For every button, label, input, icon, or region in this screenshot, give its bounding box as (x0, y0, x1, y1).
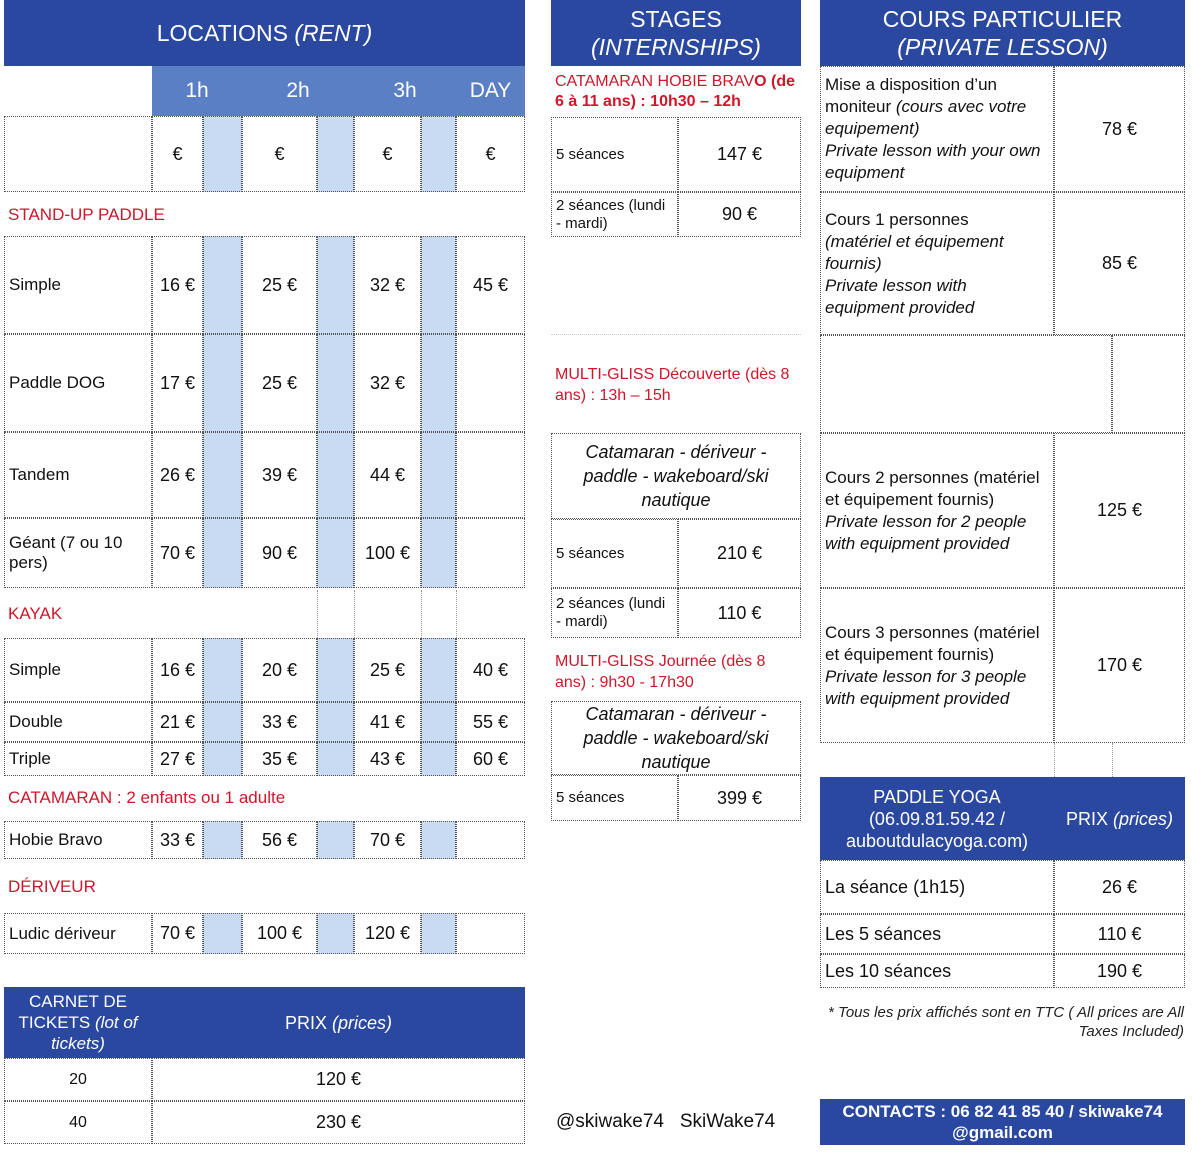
rent-price: 21 € (152, 702, 203, 742)
rent-row-label: Ludic dériveur (4, 913, 152, 954)
spacer (421, 116, 456, 192)
rent-price: 44 € (354, 432, 421, 518)
private-row-3-desc (820, 433, 1054, 588)
tickets-header (4, 987, 152, 1058)
spacer (421, 518, 456, 588)
spacer (203, 638, 242, 702)
private-2-fr-it: (matériel et équipement fournis) (825, 231, 1004, 273)
stage-mgj-5-price: 399 € (678, 775, 801, 821)
spacer (203, 821, 242, 859)
private-2-en: Private lesson with equipment provided (825, 275, 975, 317)
private-1-fr: Mise a disposition d’un moniteur (825, 75, 997, 116)
rent-price: 16 € (152, 638, 203, 702)
social-handles: @skiwake74 SkiWake74 (556, 1111, 776, 1132)
spacer (421, 236, 456, 334)
rent-price: 32 € (354, 236, 421, 334)
stages-title: STAGES (630, 6, 722, 32)
rent-price: 33 € (152, 821, 203, 859)
private-3-fr: Cours 2 personnes (matériel et équipement fournis) (825, 467, 1040, 509)
rent-price: 40 € (456, 638, 525, 702)
spacer (317, 702, 354, 742)
rent-header (4, 0, 525, 66)
contacts-value: : 06 82 41 85 40 / skiwake74 @gmail.com (935, 1102, 1163, 1142)
stage-cat-2-label: 2 séances (lundi - mardi) (551, 192, 678, 237)
private-row-1-price: 78 € (1054, 66, 1185, 192)
stage-mg-2-price: 110 € (678, 588, 801, 638)
rent-price: 33 € (242, 702, 317, 742)
rent-price (456, 432, 525, 518)
spacer (317, 116, 354, 192)
rent-price: 56 € (242, 821, 317, 859)
stage-cat-5-price: 147 € (678, 117, 801, 192)
spacer (421, 742, 456, 776)
private-row-4-price: 170 € (1054, 588, 1185, 743)
spacer (421, 638, 456, 702)
tickets-price-label: PRIX (284, 1012, 327, 1033)
private-row-2-price: 85 € (1054, 192, 1185, 335)
rent-row-label: Paddle DOG (4, 334, 152, 432)
rent-price: 120 € (354, 913, 421, 954)
rent-price: 100 € (242, 913, 317, 954)
rent-price: 70 € (354, 821, 421, 859)
stage-mg-2-label: 2 séances (lundi - mardi) (551, 588, 678, 638)
section-stand-up-paddle: STAND-UP PADDLE (8, 205, 165, 224)
rent-price (456, 913, 525, 954)
private-title: COURS PARTICULIER (882, 6, 1123, 32)
spacer (317, 742, 354, 776)
tax-note: * Tous les prix affichés sont en TTC ( All prices are All Taxes Included) (828, 1004, 1184, 1040)
private-header (820, 0, 1185, 66)
spacer (203, 432, 242, 518)
grid-line (317, 590, 318, 638)
spacer (421, 913, 456, 954)
stage-mg-5-price: 210 € (678, 519, 801, 588)
rent-row-label: Triple (4, 742, 152, 776)
spacer (203, 702, 242, 742)
rent-price (456, 334, 525, 432)
tickets-qty-40: 40 (4, 1101, 152, 1144)
spacer (317, 236, 354, 334)
private-empty-cell (820, 335, 1112, 433)
grid-line (1112, 743, 1113, 777)
grid-line (354, 590, 355, 638)
private-1-en: Private lesson with your own equipment (825, 141, 1041, 182)
spacer (317, 821, 354, 859)
stage-multigliss-day-desc: Catamaran - dériveur - paddle - wakeboard/ski nautique (551, 701, 801, 775)
duration-day: DAY (456, 66, 525, 116)
grid-line (1054, 743, 1055, 777)
private-row-4-desc (820, 588, 1054, 743)
yoga-row-1-label: La séance (1h15) (820, 860, 1054, 914)
tickets-header-label-en: (lot of tickets) (51, 1013, 138, 1053)
rent-price: 27 € (152, 742, 203, 776)
spacer (317, 432, 354, 518)
spacer (203, 518, 242, 588)
rent-title-en: (RENT) (294, 20, 373, 46)
grid-line (421, 590, 422, 638)
rent-row-label: Simple (4, 638, 152, 702)
yoga-header: PADDLE YOGA (06.09.81.59.42 / auboutdulacyoga.com) (820, 777, 1054, 860)
tickets-qty-20: 20 (4, 1058, 152, 1101)
grid-line (456, 590, 457, 638)
currency-row-label (4, 116, 152, 192)
yoga-price-header (1054, 777, 1185, 860)
rent-price: 100 € (354, 518, 421, 588)
spacer (317, 518, 354, 588)
stage-catamaran-title (555, 72, 801, 112)
divider (551, 334, 801, 335)
rent-row-label: Géant (7 ou 10 pers) (4, 518, 152, 588)
rent-price: 45 € (456, 236, 525, 334)
stage-multigliss-title: MULTI-GLISS Découverte (dès 8 ans) : 13h – 15h (555, 366, 790, 404)
rent-row-label: Hobie Bravo (4, 821, 152, 859)
stage-catamaran-title-b: O (de 6 à 11 ans) : 10h30 – 12h (555, 73, 796, 110)
private-row-1-desc (820, 66, 1054, 192)
stage-multigliss-desc: Catamaran - dériveur - paddle - wakeboard/ski nautique (551, 433, 801, 519)
private-title-en: (PRIVATE LESSON) (897, 34, 1108, 60)
rent-price: 43 € (354, 742, 421, 776)
contacts-label: CONTACTS (842, 1102, 936, 1121)
spacer (203, 236, 242, 334)
contacts-box (820, 1099, 1185, 1145)
spacer (421, 334, 456, 432)
duration-2h: 2h (242, 66, 354, 116)
duration-1h: 1h (152, 66, 242, 116)
spacer (421, 432, 456, 518)
stages-header (551, 0, 801, 66)
spacer (421, 702, 456, 742)
private-4-en: Private lesson for 3 people with equipment provided (825, 666, 1027, 708)
currency-3h: € (354, 116, 421, 192)
rent-price: 70 € (152, 913, 203, 954)
yoga-price-label-en: (prices) (1113, 808, 1174, 829)
rent-price: 25 € (242, 236, 317, 334)
private-row-3-price: 125 € (1054, 433, 1185, 588)
spacer (203, 742, 242, 776)
yoga-price-label: PRIX (1065, 808, 1108, 829)
stage-catamaran-title-a: CATAMARAN HOBIE BRAV (555, 73, 755, 90)
currency-day: € (456, 116, 525, 192)
private-4-fr: Cours 3 personnes (matériel et équipement fournis) (825, 622, 1040, 664)
rent-price: 70 € (152, 518, 203, 588)
yoga-row-3-label: Les 10 séances (820, 954, 1054, 988)
rent-price: 26 € (152, 432, 203, 518)
rent-price: 17 € (152, 334, 203, 432)
private-row-2-desc (820, 192, 1054, 335)
rent-price: 55 € (456, 702, 525, 742)
private-1-fr-it: (cours avec votre equipement) (825, 97, 1027, 138)
private-2-fr: Cours 1 personnes (825, 209, 969, 229)
tickets-price-20: 120 € (152, 1058, 525, 1101)
rent-title: LOCATIONS (156, 20, 288, 46)
rent-price: 90 € (242, 518, 317, 588)
tickets-header-label: CARNET DE TICKETS (18, 992, 127, 1032)
spacer (203, 116, 242, 192)
stage-cat-2-price: 90 € (678, 192, 801, 237)
rent-price: 39 € (242, 432, 317, 518)
rent-price: 35 € (242, 742, 317, 776)
tickets-price-40: 230 € (152, 1101, 525, 1144)
currency-1h: € (152, 116, 203, 192)
rent-price: 25 € (242, 334, 317, 432)
rent-price: 32 € (354, 334, 421, 432)
rent-row-label: Tandem (4, 432, 152, 518)
spacer (317, 913, 354, 954)
stage-cat-5-label: 5 séances (551, 117, 678, 192)
rent-price: 41 € (354, 702, 421, 742)
stage-multigliss-day-title: MULTI-GLISS Journée (dès 8 ans) : 9h30 - 17h30 (555, 653, 766, 691)
private-3-en: Private lesson for 2 people with equipment provided (825, 511, 1027, 553)
tickets-price-header (152, 987, 525, 1058)
section-deriveur: DÉRIVEUR (8, 877, 96, 896)
rent-row-label: Double (4, 702, 152, 742)
spacer (421, 821, 456, 859)
yoga-row-3-price: 190 € (1054, 954, 1185, 988)
spacer (317, 334, 354, 432)
currency-2h: € (242, 116, 317, 192)
section-catamaran: CATAMARAN : 2 enfants ou 1 adulte (8, 788, 286, 807)
rent-price (456, 518, 525, 588)
yoga-row-2-label: Les 5 séances (820, 914, 1054, 954)
yoga-row-1-price: 26 € (1054, 860, 1185, 914)
duration-3h: 3h (354, 66, 456, 116)
yoga-row-2-price: 110 € (1054, 914, 1185, 954)
stages-title-en: (INTERNSHIPS) (591, 34, 761, 60)
rent-row-label: Simple (4, 236, 152, 334)
rent-price: 16 € (152, 236, 203, 334)
spacer (203, 334, 242, 432)
stage-mg-5-label: 5 séances (551, 519, 678, 588)
private-empty-cell (1112, 335, 1185, 433)
spacer (203, 913, 242, 954)
rent-price (456, 821, 525, 859)
rent-price: 60 € (456, 742, 525, 776)
section-kayak: KAYAK (8, 604, 63, 623)
stage-mgj-5-label: 5 séances (551, 775, 678, 821)
tickets-price-label-en: (prices) (332, 1012, 393, 1033)
rent-price: 25 € (354, 638, 421, 702)
spacer (317, 638, 354, 702)
rent-price: 20 € (242, 638, 317, 702)
